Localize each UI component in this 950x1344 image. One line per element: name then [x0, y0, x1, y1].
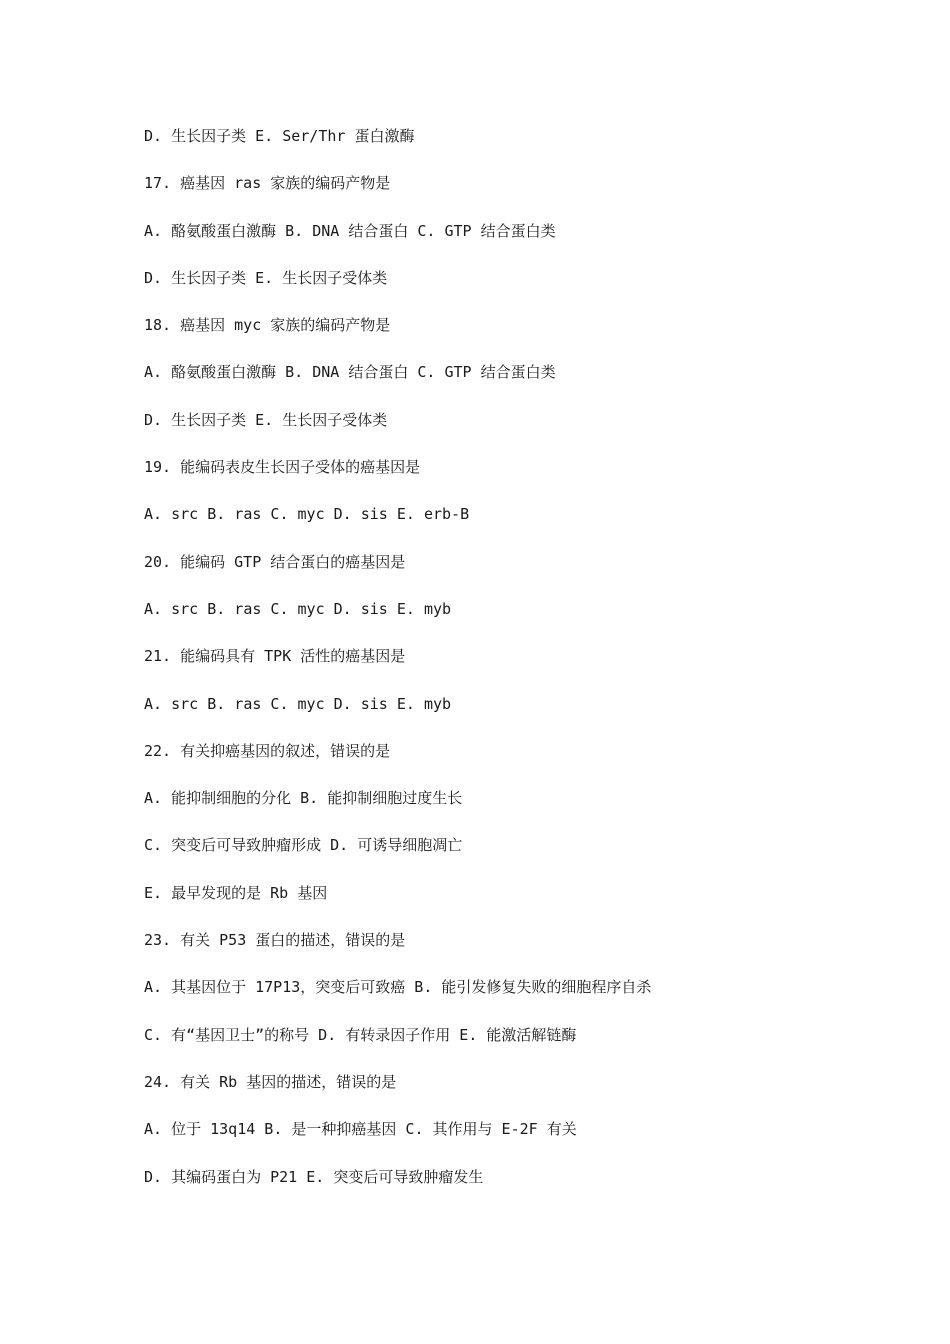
options-line: E. 最早发现的是 Rb 基因 [144, 883, 328, 902]
options-line: A. src B. ras C. myc D. sis E. erb-B [144, 505, 470, 524]
question-line: 24. 有关 Rb 基因的描述，错误的是 [144, 1072, 397, 1091]
question-text-block [144, 124, 864, 1212]
question-line: 19. 能编码表皮生长因子受体的癌基因是 [144, 458, 421, 477]
options-line: D. 生长因子类 E. Ser/Thr 蛋白激酶 [144, 127, 415, 145]
options-line: C. 有“基因卫士”的称号 D. 有转录因子作用 E. 能激活解链酶 [144, 1025, 577, 1044]
options-line: D. 生长因子类 E. 生长因子受体类 [144, 268, 388, 287]
options-line: C. 突变后可导致肿瘤形成 D. 可诱导细胞凋亡 [144, 836, 463, 855]
options-line: A. src B. ras C. myc D. sis E. myb [144, 599, 452, 618]
options-line: A. 能抑制细胞的分化 B. 能抑制细胞过度生长 [144, 789, 463, 808]
question-line: 23. 有关 P53 蛋白的描述，错误的是 [144, 931, 406, 950]
options-line: A. 位于 13q14 B. 是一种抑癌基因 C. 其作用与 E-2F 有关 [144, 1120, 577, 1139]
question-line: 18. 癌基因 myc 家族的编码产物是 [144, 316, 391, 335]
options-line: A. 其基因位于 17P13，突变后可致癌 B. 能引发修复失败的细胞程序自杀 [144, 978, 652, 997]
options-line: A. 酪氨酸蛋白激酶 B. DNA 结合蛋白 C. GTP 结合蛋白类 [144, 363, 556, 382]
options-line: A. 酪氨酸蛋白激酶 B. DNA 结合蛋白 C. GTP 结合蛋白类 [144, 221, 556, 240]
question-line: 17. 癌基因 ras 家族的编码产物是 [144, 174, 391, 193]
options-line: D. 生长因子类 E. 生长因子受体类 [144, 410, 388, 429]
question-line: 21. 能编码具有 TPK 活性的癌基因是 [144, 647, 406, 666]
question-line: 22. 有关抑癌基因的叙述，错误的是 [144, 741, 391, 760]
question-line: 20. 能编码 GTP 结合蛋白的癌基因是 [144, 552, 406, 571]
options-line: A. src B. ras C. myc D. sis E. myb [144, 694, 452, 713]
options-line: D. 其编码蛋白为 P21 E. 突变后可导致肿瘤发生 [144, 1167, 484, 1186]
